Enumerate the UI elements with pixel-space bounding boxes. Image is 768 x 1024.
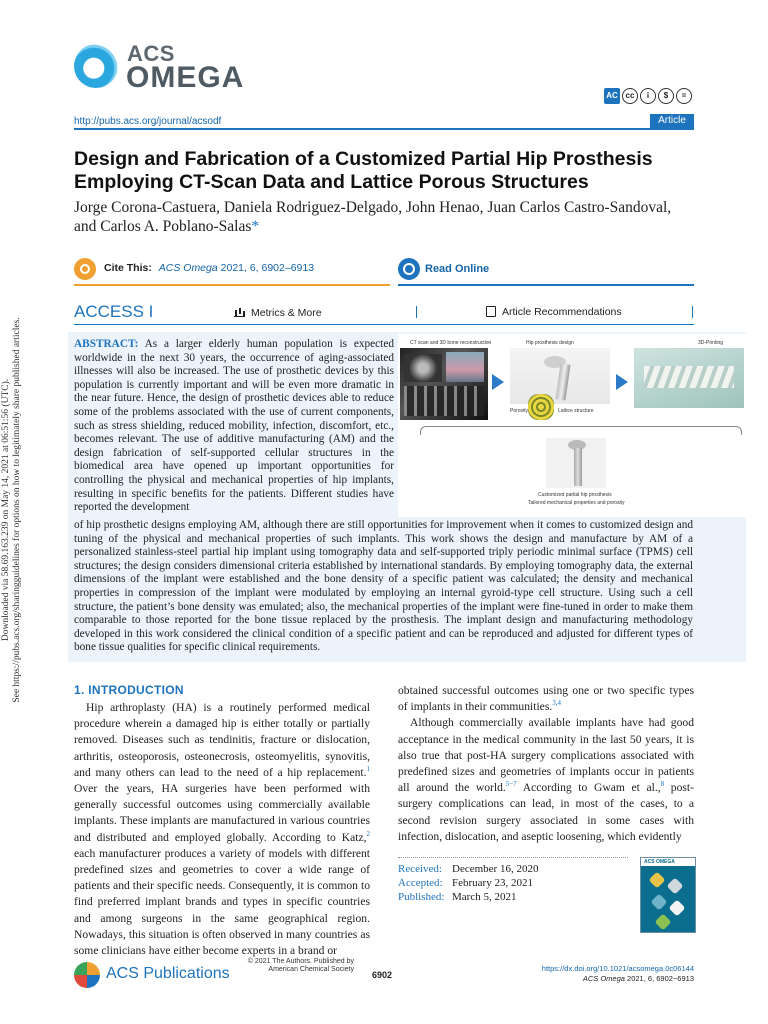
document-icon [486,306,496,317]
toc-label: Hip prosthesis design [526,340,574,346]
printed-parts-image [634,348,744,408]
abstract-label: ABSTRACT: [74,338,139,350]
footer-citation: 2021, 6, 6902−6913 [627,974,694,983]
article-type-badge: Article [650,114,694,128]
corresponding-author-star[interactable]: * [251,218,260,235]
reference-link[interactable]: 8 [660,780,665,789]
license-icons [604,88,692,104]
arrow-icon [492,374,504,390]
ac-icon[interactable]: AC [604,88,620,104]
abstract-text-full: of hip prosthetic designs employing AM, although there are still opportunities for improvement when it comes to customized design and tuning of the physical and mechanical properties of such implants. This work shows the design and manufacture by AM of a personalized stainless-steel partial hip implant using tomography data and self-supported triply periodic minimal surface (TPMS) cell structures; the design considers dimensional criteria established by international standards. By employing tomography data, the external dimensions of the implant were established and the bone density of a specific patient was calculated; the density and mechanical properties in compression of the implant were modulated by employing an internal gyroid-type cell structure. Using such a cell structure, the patient’s bone density was emulated; also, the mechanical properties of the implant were fine-tuned in order to make them comparable to those reported for the bone tissue replaced by the prosthesis. The implant design and manufacturing methodology developed in this work considered the clinical condition of a specific patient and can be reproduced and adjusted for different types of bone tissue qualities for specific clinical requirements. [74,519,693,654]
access-label: ACCESS I [74,302,154,321]
final-prosthesis-image [546,438,606,488]
toc-label: Porosity [510,408,529,414]
publication-dates [398,857,628,904]
author-names: Jorge Corona-Castuera, Daniela Rodriguez-Delgado, John Henao, Juan Carlos Castro-Sandoval, and Carlos A. Poblano-Salas [74,199,672,235]
date-row: Accepted: February 23, 2021 [398,877,533,889]
read-online-box[interactable] [398,256,694,286]
recommendations-link[interactable]: Article Recommendations [486,306,622,318]
logo-text-bottom: OMEGA [126,61,245,94]
access-separator [692,306,693,318]
acs-publications-logo [74,962,234,988]
header-rule [74,128,694,130]
journal-url-link[interactable]: http://pubs.acs.org/journal/acsodf [74,116,222,127]
ct-scan-image [400,348,488,420]
bracket [420,426,742,435]
bar-chart-icon [234,306,245,317]
toc-label: Lattice structure [558,408,594,414]
cc-icon[interactable]: cc [622,88,638,104]
date-row: Received: December 16, 2020 [398,863,539,875]
toc-label: 3D-Printing [698,340,724,346]
access-bar [74,300,694,325]
intro-paragraph: Although commercially available implants have had good acceptance in the medical community in the last 50 years, it is also true that post-HA surgery complications associated with predefined sizes and geometries of implants occur in patients all around the world.$^{5-7}$ According to Gwam et al.,$^8$ post-surgery complications can lead, in most of the cases, to a second revision surgery associated in some cases with infection, dislocation, and aseptic loosening, which evidently [398,716,694,843]
toc-label: Tailored mechanical properties and porosity [528,500,625,506]
abstract-box [68,332,746,662]
download-note-line2: See https://pubs.acs.org/sharingguidelines for options on how to legitimately share published articles. [12,317,22,703]
access-separator [416,306,417,318]
logo-text-top: ACS [127,41,175,66]
cite-label: Cite This: [104,262,152,274]
intro-paragraph: Hip arthroplasty (HA) is a routinely performed medical procedure wherein a damaged hip is either totally or partially removed. Diseases such as tendinitis, fracture or dislocation, arthritis, osteoporosis, osteonecrosis, osteomyelitis, synovitis, and many others can lead to the need of a hip replacement.$^1$ Over the years, HA surgeries have been performed with generally successful outcomes using commercially available implants. These implants are manufactured in various countries and distributed and employed globally. According to Katz,$^2$ each manufacturer produces a variety of models with different predefined sizes and geometries to cover a wide range of patients and their specific needs. Consequently, it is common to find preferred implant brands and types in specific countries and among surgeons in the same geographical region. Nowadays, this situation is often observed in many countries as some clinicians have either become experts in a brand or [74,701,370,958]
cite-details[interactable]: 2021, 6, 6902–6913 [220,262,315,274]
section-heading: 1. INTRODUCTION [74,683,184,697]
prosthesis-design-image [510,348,610,404]
globe-icon [398,258,420,280]
doi-block [542,964,694,984]
reference-link[interactable]: 3,4 [552,699,561,708]
acs-hexagon-icon [74,962,100,988]
cover-title: ACS OMEGA [644,859,675,865]
toc-graphic [398,334,746,517]
abstract-text-wrapped: ABSTRACT: As a larger elderly human population is expected worldwide in the next 30 years, the occurrence of aging-associated illnesses will also be increased. The use of prosthetic devices by this population is currently important and will be even more dramatic in the near future. Hence, the design of prosthetic devices able to reduce some of the problems associated with the use of current components, such as stress shielding, reduced mobility, infection, discomfort, etc., becomes relevant. The use of additive manufacturing (AM) and the design fabrication of self-supported cellular structures in the biomedical area have opened up important opportunities for controlling the physical and mechanical properties of hip implants, resulting in specific benefits for the patients. Different studies have reported the development [74,338,394,514]
toc-label: CT scan and 3D bone reconstruction [410,340,492,346]
right-column [398,683,694,845]
by-icon[interactable]: i [640,88,656,104]
omega-logo-icon [74,44,118,88]
doi-link[interactable]: https://dx.doi.org/10.1021/acsomega.0c06144 [541,964,694,973]
download-note-line1: Downloaded via 58.69.163.239 on May 14, 2021 at 06:51:56 (UTC). [1,378,11,642]
footer-journal: ACS Omega [582,974,625,983]
arrow-icon [616,374,628,390]
journal-cover-thumbnail[interactable] [640,857,696,933]
publisher-name: ACS Publications [106,965,230,982]
download-note [1,310,22,710]
paper-title: Design and Fabrication of a Customized Partial Hip Prosthesis Employing CT-Scan Data and Lattice Porous Structures [74,148,653,193]
cite-journal[interactable]: ACS Omega [158,262,218,274]
intro-paragraph: obtained successful outcomes using one or two specific types of implants in their communities.$^{3,4}$ [398,684,694,714]
author-list [74,198,694,236]
cite-this-box[interactable] [74,256,390,286]
page-number: 6902 [372,970,393,980]
lattice-image [528,394,554,420]
copyright-notice: © 2021 The Authors. Published by American Chemical Society [247,958,354,973]
reference-link[interactable]: 5−7 [505,780,517,789]
reference-link[interactable]: 1 [366,764,370,773]
left-column [74,700,370,959]
quote-icon [74,258,96,280]
nd-icon[interactable]: = [676,88,692,104]
toc-label: Customized partial hip prosthesis [538,492,612,498]
read-online-label[interactable]: Read Online [425,263,490,275]
reference-link[interactable]: 2 [366,829,370,838]
nc-icon[interactable]: $ [658,88,674,104]
metrics-link[interactable]: Metrics & More [234,306,322,319]
date-row: Published: March 5, 2021 [398,891,517,903]
acs-omega-logo [74,42,274,94]
